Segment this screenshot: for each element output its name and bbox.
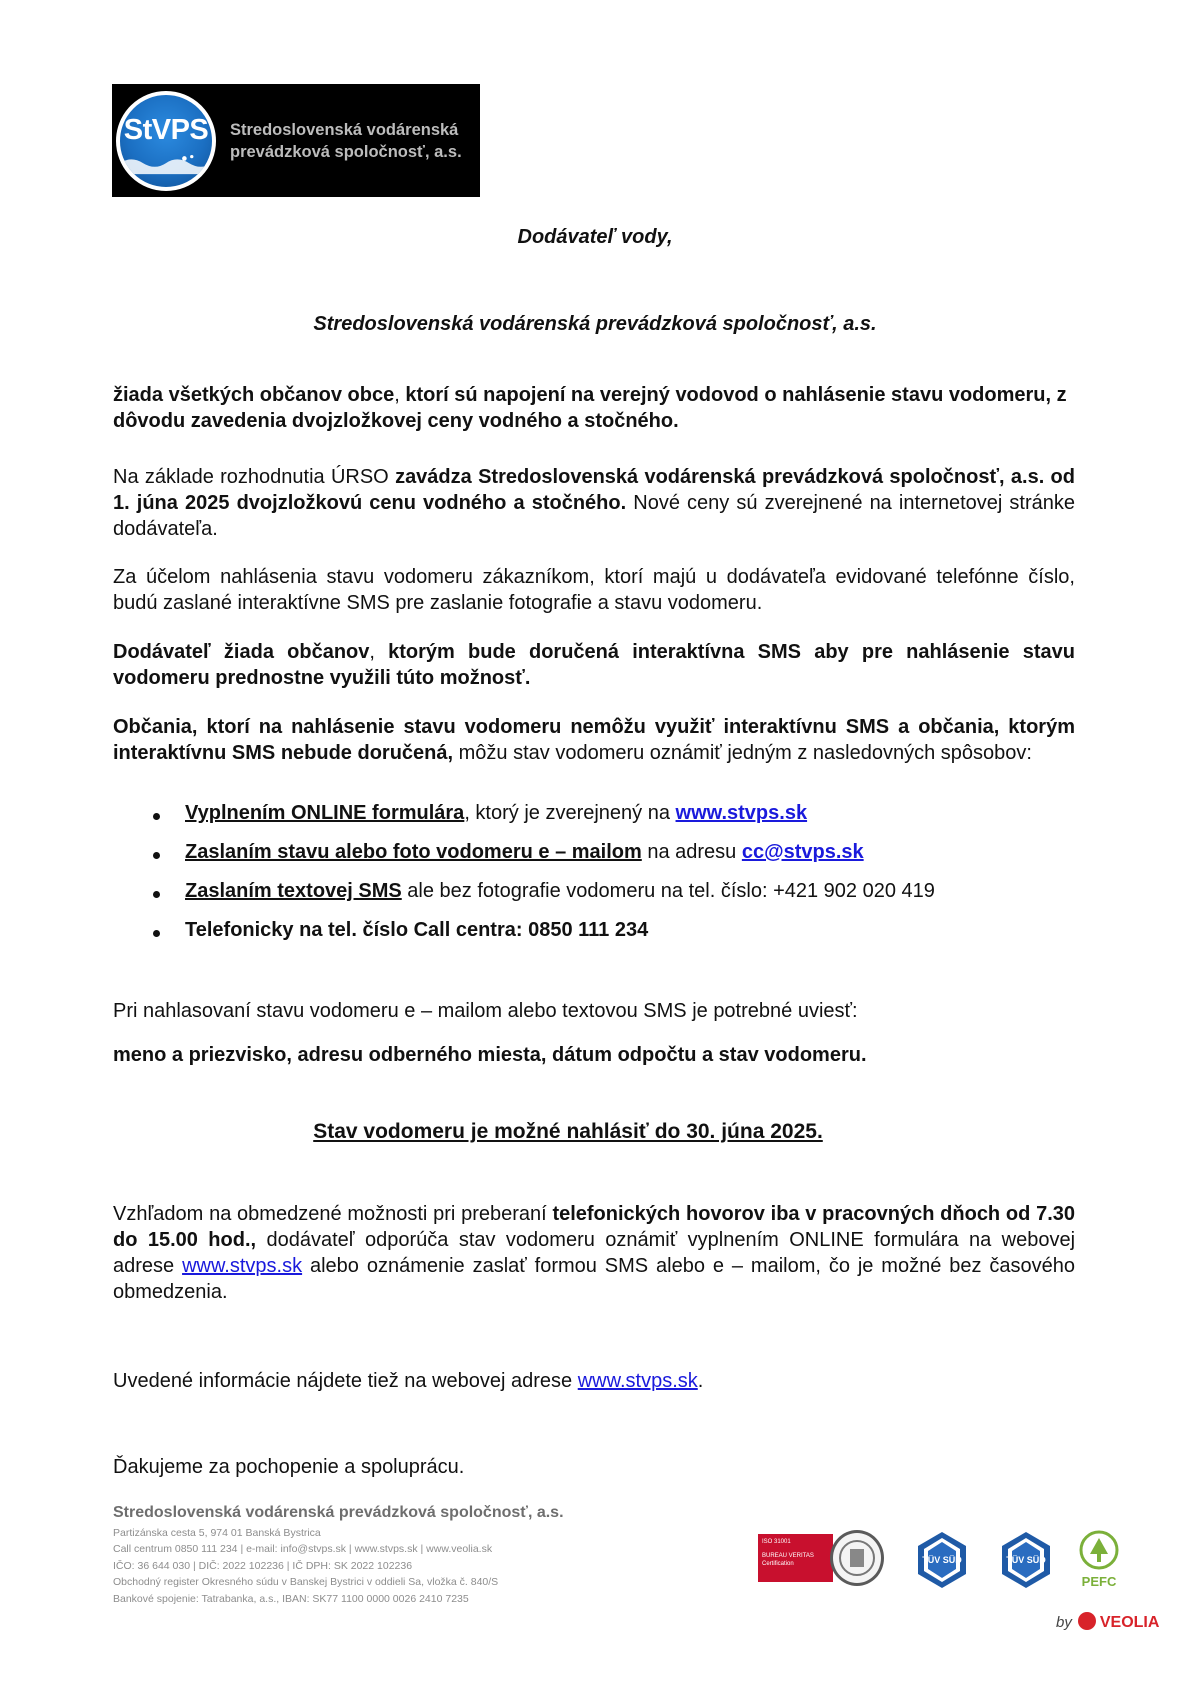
logo-abbreviation: StVPS [123, 114, 209, 146]
bullet-icon [153, 930, 160, 937]
website-link[interactable]: www.stvps.sk [182, 1255, 303, 1277]
logo-company-name: Stredoslovenská vodárenská prevádzková spoločnosť, a.s. [230, 120, 462, 161]
bullet-icon [153, 813, 160, 820]
required-info-list: meno a priezvisko, adresu odberného miesta, dátum odpočtu a stav vodomeru. [113, 1044, 867, 1066]
veolia-icon [1078, 1612, 1096, 1630]
svg-text:PEFC: PEFC [1081, 1574, 1117, 1589]
svg-text:TÜV SÜD: TÜV SÜD [1006, 1555, 1046, 1565]
pefc-logo-icon [1070, 1530, 1128, 1592]
supplier-request-paragraph: Dodávateľ žiada občanov, ktorým bude doručená interaktívna SMS aby pre nahlásenie stavu vodomeru prednostne využili túto možnosť. [113, 641, 1075, 689]
bureau-veritas-seal-icon [830, 1530, 884, 1586]
tuv-sud-certificate-icon [912, 1530, 972, 1590]
sms-info-paragraph: Za účelom nahlásenia stavu vodomeru zákazníkom, ktorí majú u dodávateľa evidované telefónne číslo, budú zaslané interaktívne SMS pre zaslanie fotografie a stavu vodomeru. [113, 566, 1075, 614]
wave-icon [120, 153, 212, 175]
bullet-icon [153, 891, 160, 898]
intro-paragraph: žiada všetkých občanov obce, ktorí sú napojení na verejný vodovod o nahlásenie stavu vodomeru, z dôvodu zavedenia dvojzložkovej ceny vodného a stočného. [113, 384, 1067, 432]
title-company: Stredoslovenská vodárenská prevádzková spoločnosť, a.s. [313, 313, 877, 335]
title-supplier: Dodávateľ vody, [517, 226, 673, 248]
svg-text:TÜV SÜD: TÜV SÜD [922, 1555, 962, 1565]
bureau-veritas-certificate: ISO 31001 BUREAU VERITAS Certification [758, 1530, 884, 1586]
website-link[interactable]: www.stvps.sk [675, 802, 808, 824]
alternatives-paragraph: Občania, ktorí na nahlásenie stavu vodomeru nemôžu využiť interaktívnu SMS a občania, ktorým interaktívnu SMS nebude doručená, môžu stav vodomeru oznámiť jedným z nasledovných spôsobov: [113, 716, 1075, 764]
required-info-intro: Pri nahlasovaní stavu vodomeru e – mailom alebo textovou SMS je potrebné uviesť: [113, 1000, 858, 1022]
more-info-paragraph: Uvedené informácie nájdete tiež na webovej adrese www.stvps.sk. [113, 1370, 704, 1392]
deadline-notice: Stav vodomeru je možné nahlásiť do 30. júna 2025. [313, 1120, 823, 1143]
email-link[interactable]: cc@stvps.sk [741, 841, 864, 863]
decision-paragraph: Na základe rozhodnutia ÚRSO zavádza Stredoslovenská vodárenská prevádzková spoločnosť, a.s. od 1. júna 2025 dvojzložkovú cenu vodného a stočného. Nové ceny sú zverejnené na internetovej stránke dodávateľa. [113, 466, 1075, 540]
bullet-icon [153, 852, 160, 859]
logo-emblem [116, 91, 216, 191]
veolia-logo: by VEOLIA [1056, 1614, 1160, 1631]
footer-details: Partizánska cesta 5, 974 01 Banská Bystrica Call centrum 0850 111 234 | e-mail: info@stvps.sk | www.stvps.sk | www.veolia.sk IČO: 36 644 030 | DIČ: 2022 102236 | IČ DPH: SK 2022 102236 Obchodný register Okresného súdu v Banskej Bystrici v oddieli Sa, vložka č. 840/S Bankové spojenie: Tatrabanka, a.s., IBAN: SK77 1100 0000 0026 2410 7235 [113, 1527, 499, 1605]
company-logo [112, 84, 480, 197]
thanks-paragraph: Ďakujeme za pochopenie a spoluprácu. [113, 1456, 465, 1478]
footer-company-name: Stredoslovenská vodárenská prevádzková spoločnosť, a.s. [113, 1504, 564, 1521]
phone-hours-paragraph: Vzhľadom na obmedzené možnosti pri preberaní telefonických hovorov iba v pracovných dňoch od 7.30 do 15.00 hod., dodávateľ odporúča stav vodomeru oznámiť vyplnením ONLINE formulára na webovej adrese www.stvps.sk alebo oznámenie zaslať formou SMS alebo e – mailom, čo je možné bez časového obmedzenia. [113, 1203, 1076, 1303]
website-link[interactable]: www.stvps.sk [577, 1370, 698, 1392]
tuv-sud-certificate-icon [996, 1530, 1056, 1590]
document-page: StVPS Stredoslovenská vodárenská prevádzková spoločnosť, a.s. Dodávateľ vody, Stredoslovenská vodárenská prevádzková spoločnosť, a.s. žiada všetkých občanov obce, ktorí sú napojení na verejný vodovod o nahlásenie stavu vodomeru, z dôvodu zavedenia dvojzložkovej ceny vodného a stočného. Na základe rozhodnutia ÚRSO zavádza Stredoslovenská vodárenská prevádzková spoločnosť, a.s. od 1. júna 2025 dvojzložkovú cenu vodného a stočného. Nové ceny sú zverejnené na internetovej stránke dodávateľa. Za účelom nahlásenia stavu vodomeru zákazníkom, ktorí majú u dodávateľa evidované telefónne číslo, budú zaslané interaktívne SMS pre zaslanie fotografie a stavu vodomeru. Dodávateľ žiada občanov, ktorým bude doručená interaktívna SMS aby pre nahlásenie stavu vodomeru prednostne využili túto možnosť. Občania, ktorí na nahlásenie stavu vodomeru nemôžu využiť interaktívnu SMS a občania, ktorým interaktívnu SMS nebude doručená, môžu stav vodomeru oznámiť jedným z nasledovných spôsobov: Vyplnením ONLINE formulára, ktorý je zverejnený na www.stvps.sk Zaslaním stavu alebo foto vodomeru e – mailom na adresu cc@stvps.sk Zaslaním textovej SMS ale bez fotografie vodomeru na tel. číslo: +421 902 020 419 Telefonicky na tel. číslo Call centra: 0850 111 234 Pri nahlasovaní stavu vodomeru e – mailom alebo textovou SMS je potrebné uviesť: meno a priezvisko, adresu odberného miesta, dátum odpočtu a stav vodomeru. Stav vodomeru je možné nahlásiť do 30. júna 2025. Vzhľadom na obmedzené možnosti pri preberaní telefonických hovorov iba v pracovných dňoch od 7.30 do 15.00 hod., dodávateľ odporúča stav vodomeru oznámiť vyplnením ONLINE formulára na webovej adrese www.stvps.sk alebo oznámenie zaslať formou SMS alebo e – mailom, čo je možné bez časového obmedzenia. Uvedené informácie nájdete tiež na webovej adrese www.stvps.sk. Ďakujeme za pochopenie a spoluprácu. Stredoslovenská vodárenská prevádzková spoločnosť, a.s. Partizánska cesta 5, 974 01 Banská Bystrica Call centrum 0850 111 234 | e-mail: info@stvps.sk | www.stvps.sk | www.veolia.sk IČO: 36 644 030 | DIČ: 2022 102236 | IČ DPH: SK 2022 102236 Obchodný register Okresného súdu v Banskej Bystrici v oddieli Sa, vložka č. 840/S Bankové spojenie: Tatrabanka, a.s., IBAN: SK77 1100 0000 0026 2410 7235 ISO 31001 BUREAU VERITAS Certification TÜV SÜD TÜV SÜD PEFC by VEOLIA [0, 0, 1190, 1683]
